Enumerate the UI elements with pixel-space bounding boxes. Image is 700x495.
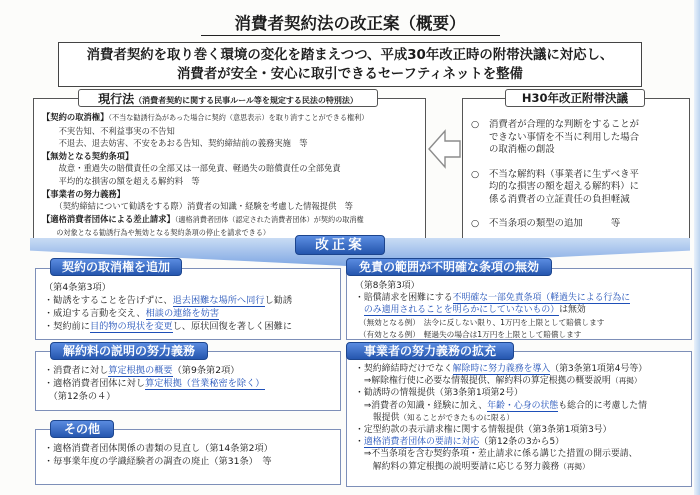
other-lines	[44, 442, 334, 468]
text-segment: の取消権の創設	[489, 144, 555, 155]
scan-edge	[694, 0, 700, 495]
underlined-phrase: 退去困難な場所へ同行	[172, 295, 265, 306]
resolution-item-line	[489, 194, 683, 207]
cancellation-line	[44, 320, 334, 333]
current-law-line	[42, 150, 419, 163]
intro-line-2: 消費者が安全・安心に取引できるセーフティネットを整備	[177, 67, 523, 82]
text-segment: （第8条第3項）	[355, 281, 420, 291]
cancel-fee-line	[44, 364, 334, 377]
text-segment: ・契約締結時だけでなく	[355, 364, 453, 374]
section-heading: 【事業者の努力義務】	[42, 188, 125, 199]
note-text: （不当な勧誘行為があった場合に契約（意思表示）を取り消すことができる権利）	[108, 113, 369, 122]
effort-line	[355, 461, 685, 473]
cancel-fee-line	[44, 390, 334, 403]
current-law-line	[42, 188, 419, 201]
page-title	[0, 10, 700, 34]
exemption-line	[355, 292, 685, 304]
underlined-phrase: のみ適用されることを明らかにしていないもの）	[363, 305, 560, 316]
other-tab: その他	[50, 420, 114, 438]
effort-line	[355, 375, 685, 387]
cancellation-line	[44, 307, 334, 320]
effort-line	[355, 387, 685, 399]
underlined-phrase: 目的物の現状を変更	[89, 321, 173, 332]
cancellation-tab: 契約の取消権を追加	[50, 258, 182, 276]
current-law-line	[42, 111, 419, 125]
text-segment: ・適格消費者団体に対し	[44, 378, 146, 389]
underlined-phrase: 相談の連絡を妨害	[145, 308, 220, 319]
resolution-item-line	[489, 218, 683, 231]
text-segment: （第9条第2項）	[172, 365, 240, 376]
exemption-lines	[355, 280, 685, 340]
text-segment: 不退去、退去妨害、不安をあおる告知、契約締結前の義務実施 等	[42, 138, 308, 149]
cancel-fee-line	[44, 377, 334, 390]
text-segment: ・賠償請求を困難にする	[355, 293, 453, 304]
text-segment: 係る消費者の立証責任の負担軽減	[489, 193, 630, 205]
text-segment: 不当な解約料（事業者に生ずべき平	[489, 168, 639, 180]
circle-bullet-icon: ○	[471, 218, 480, 229]
cancel-fee-tab: 解約料の説明の努力義務	[50, 342, 208, 360]
effort-line	[355, 424, 685, 436]
resolution-item-line	[489, 144, 683, 157]
amendment-label: 改正案	[295, 235, 385, 255]
cancellation-panel	[35, 268, 341, 340]
exemption-line	[355, 317, 685, 329]
resolution-item-text	[489, 119, 683, 157]
text-segment: ⇒解除権行使に必要な情報提供、解約料の算定根拠の概要説明	[355, 376, 611, 387]
underlined-phrase: 算定根拠（営業秘密を除く）	[145, 378, 265, 389]
underlined-phrase: 適格消費者団体の要請に対応	[363, 437, 480, 448]
current-law-line	[42, 200, 419, 213]
cancellation-lines	[44, 281, 334, 333]
note-text: （再掲）	[610, 376, 642, 386]
current-law-tab-title: 現行法	[98, 92, 135, 106]
effort-tab: 事業者の努力義務の拡充	[346, 342, 514, 360]
text-segment: 不実告知、不利益事実の不告知	[42, 125, 175, 136]
text-segment: 不当条項の類型の追加 等	[489, 218, 621, 229]
resolution-box	[462, 98, 690, 244]
left-arrow-icon	[428, 128, 461, 170]
exemption-line	[355, 280, 685, 292]
text-segment: し勧誘	[264, 295, 293, 306]
resolution-items	[471, 119, 683, 231]
note-text: （再掲）	[559, 461, 590, 471]
intro-line-1: 消費者契約を取り巻く環境の変化を踏まえつつ、平成30年改正時の附帯決議に対応し、	[86, 48, 614, 63]
underlined-phrase: 算定根拠の概要	[108, 365, 173, 376]
text-segment: （契約締結について勧誘をする際）消費者の知識・経験を考慮した情報提供 等	[42, 201, 353, 212]
resolution-item	[471, 218, 683, 231]
note-text: （無効となる例） 法令に反しない限り、1万円を上限として賠償します	[355, 317, 605, 327]
text-segment: ⇒消費者の知識・経験に加え、	[355, 400, 488, 411]
current-law-line	[42, 137, 419, 150]
current-law-line	[42, 213, 419, 227]
text-segment: （第12条の3から5）	[479, 437, 564, 448]
note-text: の対象となる勧誘行為や無効となる契約条項の停止を請求できる）	[42, 228, 270, 238]
exemption-panel	[346, 268, 692, 340]
resolution-item-line	[489, 119, 683, 132]
section-heading: 【適格消費者団体による差止請求】	[42, 213, 175, 224]
text-segment: 均的な損害の額を超える解約料）に	[489, 181, 640, 192]
exemption-line	[355, 329, 685, 340]
resolution-item-text	[489, 218, 683, 231]
current-law-line	[42, 162, 419, 175]
resolution-item-line	[489, 169, 683, 182]
text-segment: ・適格消費者団体関係の書類の見直し（第14条第2項）	[44, 443, 273, 454]
text-segment: ・契約前に	[44, 321, 90, 332]
text-segment: （第12条の４）	[44, 391, 116, 402]
resolution-item	[471, 169, 683, 207]
section-heading: 【無効となる契約条項】	[42, 150, 134, 161]
other-line	[44, 442, 334, 455]
effort-lines	[355, 363, 685, 473]
text-segment: し、原状回復を著しく困難に	[172, 321, 293, 332]
effort-line	[355, 400, 685, 412]
cancel-fee-lines	[44, 364, 334, 403]
cancel-fee-panel	[35, 351, 341, 411]
underlined-phrase: 不明確な一部免責条項（軽過失による行為に	[452, 293, 631, 304]
text-segment: （第4条第3項）	[44, 282, 111, 293]
text-segment: ・定型約款の表示請求権に関する情報提供（第3条第1項第3号）	[355, 425, 612, 436]
current-law-box	[33, 98, 426, 244]
text-segment: できない事情を不当に利用した場合	[489, 131, 640, 143]
resolution-item	[471, 119, 683, 157]
effort-line	[355, 436, 685, 448]
text-segment: 解約料の算定根拠の説明要請に応じる努力義務	[355, 461, 560, 472]
circle-bullet-icon: ○	[471, 168, 480, 180]
current-law-lines	[42, 111, 419, 240]
text-segment: ⇒不当条項を含む契約条項・差止請求に係る講じた措置の開示要請、	[355, 449, 638, 460]
effort-panel	[346, 351, 692, 487]
text-segment: は無効	[559, 305, 586, 316]
exemption-line	[355, 304, 685, 316]
text-segment: も総合的に考慮した情	[558, 400, 647, 411]
underlined-phrase: 解除時に努力義務を導入	[452, 364, 551, 374]
note-text: （適格消費者団体（認定された消費者団体）が契約の取消権	[174, 214, 364, 224]
current-law-tab	[78, 89, 378, 107]
intro-box	[58, 42, 642, 87]
text-segment: ・消費者に対し	[44, 365, 109, 376]
resolution-item-line	[489, 181, 683, 194]
effort-line	[355, 412, 685, 424]
other-line	[44, 455, 334, 468]
text-segment: ・勧誘時の情報提供（第3条第1項第2号）	[355, 388, 523, 399]
note-text: （知ることができたものに限る）	[399, 412, 514, 422]
text-segment: ・勧誘をすることを告げずに、	[44, 295, 173, 306]
current-law-line	[42, 125, 419, 138]
text-segment	[355, 305, 364, 315]
resolution-item-line	[489, 132, 683, 145]
text-segment: 消費者が合理的な判断をすることが	[489, 119, 640, 130]
cancellation-line	[44, 294, 334, 307]
text-segment: 故意・重過失の賠償責任の全部又は一部免責、軽過失の賠償責任の全部免責	[42, 163, 341, 174]
underlined-phrase: 年齢・心身の状態	[487, 400, 559, 411]
current-law-tab-subtitle: （消費者契約に関する民事ルール等を規定する民法の特別法）	[134, 96, 358, 105]
current-law-line	[42, 175, 419, 188]
note-text: （有効となる例） 軽過失の場合は1万円を上限として賠償します	[355, 329, 582, 339]
page-title-text: 消費者契約法の改正案（概要）	[201, 14, 500, 36]
exemption-tab: 免責の範囲が不明確な条項の無効	[346, 258, 552, 276]
section-heading: 【契約の取消権】	[42, 112, 109, 122]
text-segment: 平均的な損害の額を超える解約料 等	[42, 175, 200, 186]
cancellation-line	[44, 281, 334, 294]
resolution-item-text	[489, 169, 683, 207]
resolution-tab: H30年改正附帯決議	[505, 89, 645, 107]
text-segment: （第3条第1項第4号等）	[550, 364, 648, 374]
text-segment: ・毎事業年度の学識経験者の調査の廃止（第31条） 等	[44, 456, 272, 467]
effort-line	[355, 363, 685, 375]
text-segment: 報提供	[355, 412, 400, 423]
text-segment: ・	[355, 437, 364, 448]
circle-bullet-icon: ○	[471, 119, 480, 130]
text-segment: ・威迫する言動を交え、	[44, 308, 146, 319]
effort-line	[355, 448, 685, 460]
